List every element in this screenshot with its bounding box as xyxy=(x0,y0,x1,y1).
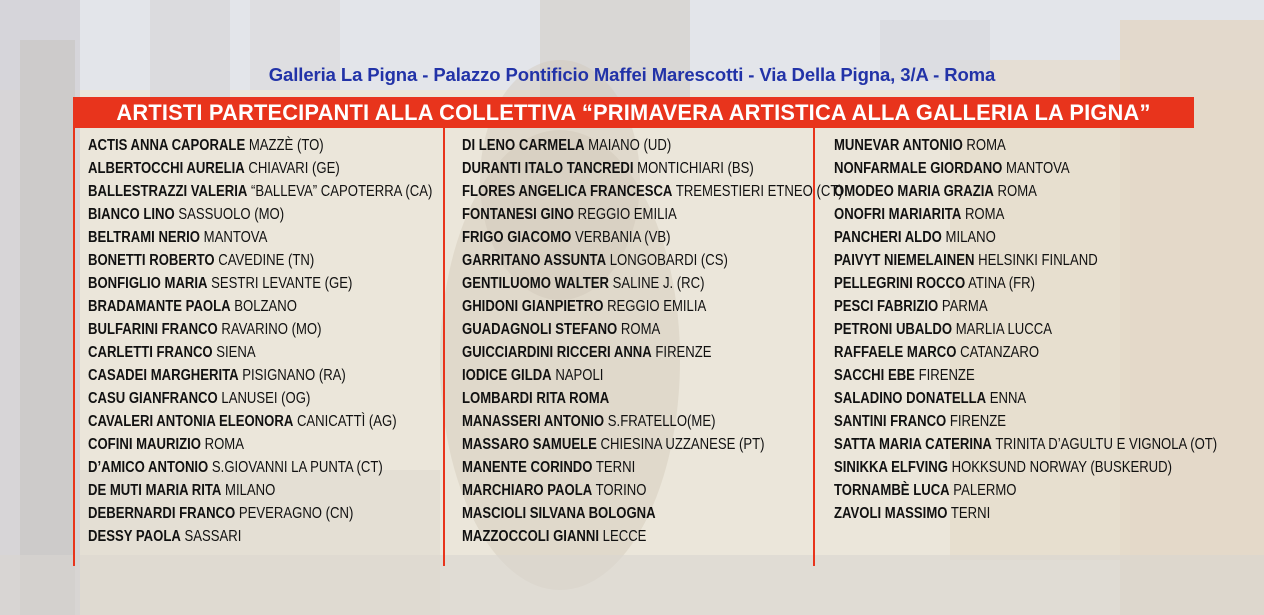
artist-place: SASSARI xyxy=(184,528,242,545)
artist-entry xyxy=(462,502,843,525)
artist-entry xyxy=(462,249,843,272)
artist-entry xyxy=(834,502,1217,525)
artist-entry xyxy=(462,203,843,226)
artist-name: SACCHI EBE xyxy=(834,367,915,384)
artist-place: SESTRI LEVANTE (GE) xyxy=(211,275,353,292)
artist-place: MONTICHIARI (BS) xyxy=(637,160,754,177)
artist-place: “BALLEVA” CAPOTERRA (CA) xyxy=(251,183,433,200)
artist-place: FIRENZE xyxy=(918,367,975,384)
artist-column-1 xyxy=(88,134,508,548)
artist-name: RAFFAELE MARCO xyxy=(834,344,957,361)
artist-name: DE MUTI MARIA RITA xyxy=(88,482,222,499)
artist-name: MAZZOCCOLI GIANNI xyxy=(462,528,600,545)
artist-entry xyxy=(834,180,1217,203)
artist-name: PESCI FABRIZIO xyxy=(834,298,939,315)
artist-name: MANASSERI ANTONIO xyxy=(462,413,605,430)
artist-entry xyxy=(88,410,432,433)
artist-entry xyxy=(462,134,843,157)
artist-name: CARLETTI FRANCO xyxy=(88,344,213,361)
artist-entry xyxy=(462,295,843,318)
artist-name: DESSY PAOLA xyxy=(88,528,181,545)
artist-place: PEVERAGNO (CN) xyxy=(238,505,354,522)
artist-name: MARCHIARO PAOLA xyxy=(462,482,593,499)
artist-place: PISIGNANO (RA) xyxy=(242,367,346,384)
artist-entry xyxy=(462,525,843,548)
column-divider xyxy=(73,128,75,566)
artist-name: PANCHERI ALDO xyxy=(834,229,942,246)
artist-name: FLORES ANGELICA FRANCESCA xyxy=(462,183,673,200)
artist-name: SANTINI FRANCO xyxy=(834,413,947,430)
artist-place: TRINITA D’AGULTU E VIGNOLA (OT) xyxy=(995,436,1218,453)
artist-entry xyxy=(88,272,432,295)
artist-place: CHIAVARI (GE) xyxy=(248,160,340,177)
artist-entry xyxy=(88,433,432,456)
artist-place: MANTOVA xyxy=(1006,160,1070,177)
artist-place: MILANO xyxy=(945,229,996,246)
artist-place: PALERMO xyxy=(953,482,1017,499)
artist-place: MAZZÈ (TO) xyxy=(248,137,324,154)
artist-entry xyxy=(834,226,1217,249)
artist-place: FIRENZE xyxy=(949,413,1007,430)
artist-name: DI LENO CARMELA xyxy=(462,137,585,154)
artist-entry xyxy=(834,364,1217,387)
artist-place: TERNI xyxy=(950,505,991,522)
artist-entry xyxy=(88,456,432,479)
artist-entry xyxy=(462,318,843,341)
artist-name: PAIVYT NIEMELAINEN xyxy=(834,252,975,269)
artist-place: MAIANO (UD) xyxy=(588,137,672,154)
artist-name: ALBERTOCCHI AURELIA xyxy=(88,160,245,177)
artist-entry xyxy=(462,226,843,249)
artist-name: DEBERNARDI FRANCO xyxy=(88,505,236,522)
artist-place: ENNA xyxy=(989,390,1027,407)
title-banner xyxy=(73,97,1194,128)
artist-name: GHIDONI GIANPIETRO xyxy=(462,298,604,315)
artist-name: FONTANESI GINO xyxy=(462,206,575,223)
artist-entry xyxy=(834,295,1217,318)
artist-entry xyxy=(88,525,432,548)
artist-place: PARMA xyxy=(941,298,988,315)
artist-name: GUICCIARDINI RICCERI ANNA xyxy=(462,344,652,361)
artist-name: OMODEO MARIA GRAZIA xyxy=(834,183,994,200)
artist-name: ACTIS ANNA CAPORALE xyxy=(88,137,246,154)
artist-name: ZAVOLI MASSIMO xyxy=(834,505,948,522)
artist-entry xyxy=(834,456,1217,479)
artist-name: CASU GIANFRANCO xyxy=(88,390,218,407)
artist-entry xyxy=(88,157,432,180)
artist-name: MASCIOLI SILVANA BOLOGNA xyxy=(462,505,656,522)
artist-entry xyxy=(88,502,432,525)
artist-name: MASSARO SAMUELE xyxy=(462,436,597,453)
artist-name: BELTRAMI NERIO xyxy=(88,229,201,246)
artist-place: REGGIO EMILIA xyxy=(607,298,707,315)
artist-name: NONFARMALE GIORDANO xyxy=(834,160,1003,177)
artist-place: ROMA xyxy=(964,206,1005,223)
artist-name: CASADEI MARGHERITA xyxy=(88,367,239,384)
artist-entry xyxy=(88,387,432,410)
artist-place: NAPOLI xyxy=(555,367,604,384)
artist-name: PETRONI UBALDO xyxy=(834,321,953,338)
artist-name: BALLESTRAZZI VALERIA xyxy=(88,183,248,200)
artist-place: S.FRATELLO(ME) xyxy=(607,413,716,430)
artist-name: GARRITANO ASSUNTA xyxy=(462,252,607,269)
artist-name: BIANCO LINO xyxy=(88,206,175,223)
artist-place: ROMA xyxy=(204,436,244,453)
artist-entry xyxy=(88,295,432,318)
artist-place: ATINA (FR) xyxy=(968,275,1035,292)
artist-entry xyxy=(834,410,1217,433)
artist-entry xyxy=(88,134,432,157)
artist-place: ROMA xyxy=(997,183,1037,200)
artist-name: BULFARINI FRANCO xyxy=(88,321,218,338)
artist-place: SASSUOLO (MO) xyxy=(178,206,285,223)
artist-entry xyxy=(834,433,1217,456)
artist-name: D’AMICO ANTONIO xyxy=(88,459,209,476)
artist-place: TORINO xyxy=(595,482,647,499)
artist-entry xyxy=(834,479,1217,502)
artist-entry xyxy=(462,157,843,180)
artist-name: FRIGO GIACOMO xyxy=(462,229,572,246)
artist-name: TORNAMBÈ LUCA xyxy=(834,482,950,499)
artist-name: CAVALERI ANTONIA ELEONORA xyxy=(88,413,294,430)
artist-entry xyxy=(88,479,432,502)
artist-place: ROMA xyxy=(966,137,1006,154)
artist-entry xyxy=(462,410,843,433)
artist-entry xyxy=(88,364,432,387)
artist-entry xyxy=(88,249,432,272)
artist-entry xyxy=(834,157,1217,180)
artist-place: S.GIOVANNI LA PUNTA (CT) xyxy=(211,459,383,476)
artist-entry xyxy=(462,364,843,387)
artist-name: BONETTI ROBERTO xyxy=(88,252,215,269)
artist-place: CATANZARO xyxy=(960,344,1040,361)
artist-place: CHIESINA UZZANESE (PT) xyxy=(600,436,765,453)
artist-place: HELSINKI FINLAND xyxy=(978,252,1098,269)
artist-entry xyxy=(834,134,1217,157)
artist-name: MUNEVAR ANTONIO xyxy=(834,137,963,154)
artist-entry xyxy=(834,203,1217,226)
artist-entry xyxy=(462,433,843,456)
artist-name: SATTA MARIA CATERINA xyxy=(834,436,992,453)
artist-entry xyxy=(462,341,843,364)
artist-name: COFINI MAURIZIO xyxy=(88,436,201,453)
artist-entry xyxy=(834,272,1217,295)
artist-place: LECCE xyxy=(602,528,647,545)
artist-name: ONOFRI MARIARITA xyxy=(834,206,962,223)
artist-name: LOMBARDI RITA ROMA xyxy=(462,390,610,407)
artist-entry xyxy=(834,387,1217,410)
artist-entry xyxy=(88,318,432,341)
artist-place: LANUSEI (OG) xyxy=(221,390,311,407)
artist-place: HOKKSUND NORWAY (BUSKERUD) xyxy=(951,459,1173,476)
artist-entry xyxy=(834,318,1217,341)
artist-entry xyxy=(462,387,843,410)
artist-name: SALADINO DONATELLA xyxy=(834,390,987,407)
artist-place: TREMESTIERI ETNEO (CT) xyxy=(675,183,843,200)
artist-name: IODICE GILDA xyxy=(462,367,552,384)
artist-name: DURANTI ITALO TANCREDI xyxy=(462,160,634,177)
artist-name: SINIKKA ELFVING xyxy=(834,459,948,476)
artist-entry xyxy=(834,249,1217,272)
artist-place: REGGIO EMILIA xyxy=(577,206,677,223)
artist-place: BOLZANO xyxy=(234,298,297,315)
artist-entry xyxy=(88,341,432,364)
artist-name: BONFIGLIO MARIA xyxy=(88,275,208,292)
artist-entry xyxy=(88,226,432,249)
artist-place: ROMA xyxy=(620,321,661,338)
artist-place: CANICATTÌ (AG) xyxy=(296,413,397,430)
artist-entry xyxy=(462,180,843,203)
artist-entry xyxy=(462,479,843,502)
artist-place: RAVARINO (MO) xyxy=(221,321,322,338)
banner-title: ARTISTI PARTECIPANTI ALLA COLLETTIVA “PRIMAVERA ARTISTICA ALLA GALLERIA LA PIGNA” xyxy=(116,100,1151,125)
artist-place: CAVEDINE (TN) xyxy=(218,252,315,269)
artist-entry xyxy=(88,203,432,226)
artist-name: GENTILUOMO WALTER xyxy=(462,275,609,292)
artist-place: SIENA xyxy=(216,344,256,361)
artist-place: MARLIA LUCCA xyxy=(955,321,1052,338)
artist-place: VERBANIA (VB) xyxy=(574,229,671,246)
artist-name: MANENTE CORINDO xyxy=(462,459,593,476)
artist-name: GUADAGNOLI STEFANO xyxy=(462,321,618,338)
artist-place: FIRENZE xyxy=(655,344,712,361)
artist-place: LONGOBARDI (CS) xyxy=(609,252,728,269)
artist-entry xyxy=(462,456,843,479)
venue-address: Galleria La Pigna - Palazzo Pontificio Maffei Marescotti - Via Della Pigna, 3/A - Roma xyxy=(268,64,996,85)
artist-entry xyxy=(462,272,843,295)
artist-place: MILANO xyxy=(225,482,276,499)
artist-place: MANTOVA xyxy=(203,229,268,246)
artist-name: BRADAMANTE PAOLA xyxy=(88,298,231,315)
artist-name: PELLEGRINI ROCCO xyxy=(834,275,966,292)
artist-entry xyxy=(88,180,432,203)
artist-entry xyxy=(834,341,1217,364)
artist-column-3 xyxy=(834,134,1264,525)
artist-place: SALINE J. (RC) xyxy=(612,275,705,292)
artist-place: TERNI xyxy=(595,459,636,476)
